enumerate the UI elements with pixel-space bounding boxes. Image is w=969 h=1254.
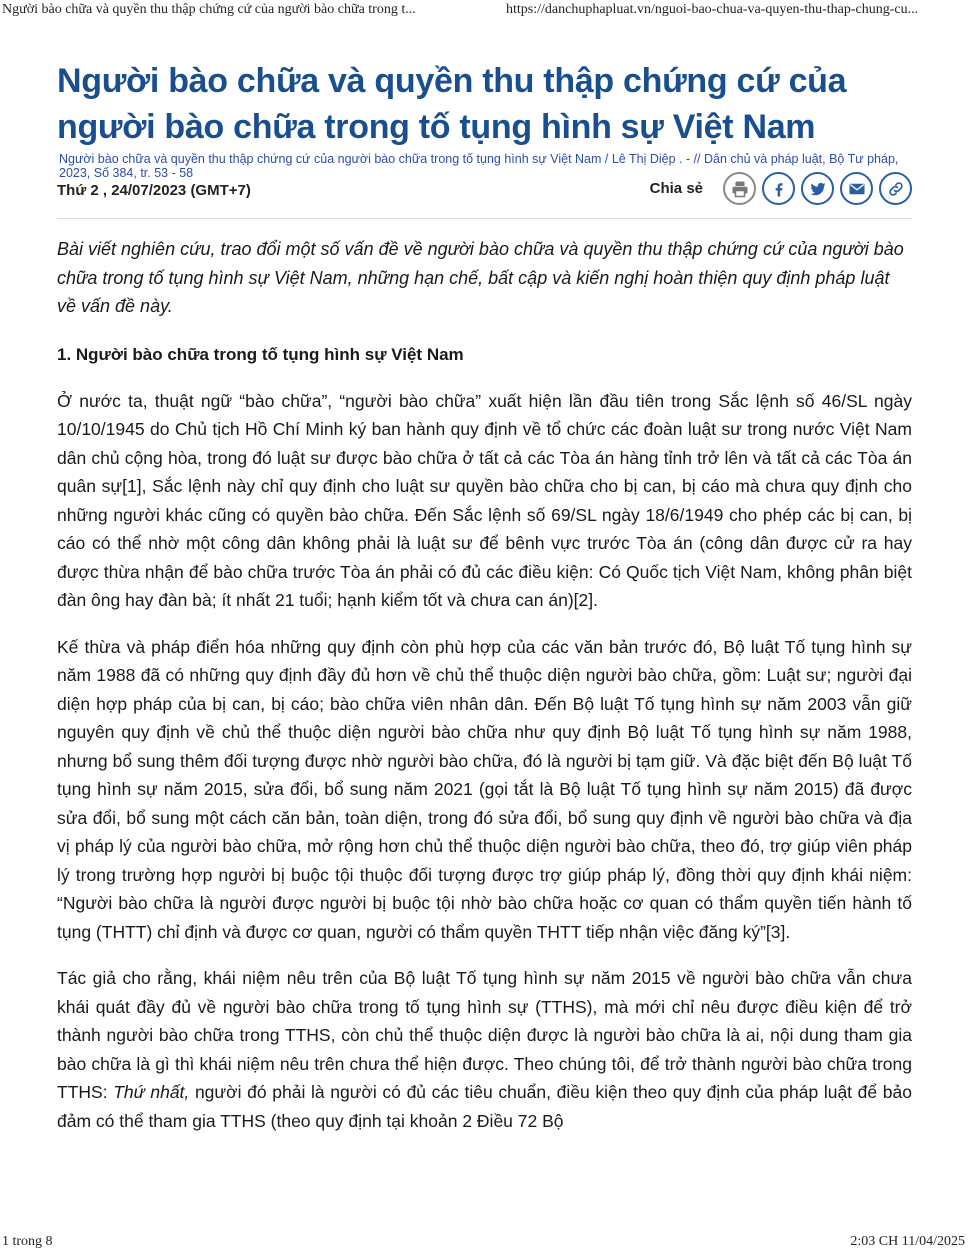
publish-date: Thứ 2 , 24/07/2023 (GMT+7) <box>57 182 251 199</box>
twitter-share-button[interactable] <box>801 172 834 205</box>
article-title: Người bào chữa và quyền thu thập chứng cứ của người bào chữa trong tố tụng hình sự Việt Nam <box>57 62 847 146</box>
link-icon <box>887 180 905 198</box>
facebook-icon <box>770 180 788 198</box>
article-meta <box>57 180 912 220</box>
paragraph-3-text-a: Tác giả cho rằng, khái niệm nêu trên của Bộ luật Tố tụng hình sự năm 2015 về người bào chữa vẫn chưa khái quát đầy đủ về người bào chữa trong tố tụng hình sự (TTHS), mà mới chỉ nêu được điều kiện để trở thành người bào chữa trong TTHS, còn chủ thể thuộc diện được là người bào chữa là ai, nội dung tham gia bào chữa là gì thì khái niệm nêu trên chưa thể hiện được. Theo chúng tôi, để trở thành người bào chữa trong TTHS: <box>57 968 912 1102</box>
article <box>57 58 912 1135</box>
copy-link-button[interactable] <box>879 172 912 205</box>
paragraph-3-emphasis: Thứ nhất, <box>113 1082 190 1102</box>
citation-link[interactable]: Người bào chữa và quyền thu thập chứng cứ của người bào chữa trong tố tụng hình sự Việt Nam / Lê Thị Diệp . - // Dân chủ và pháp luật, Bộ Tư pháp, 2023, Số 384, tr. 53 - 58 <box>59 152 899 180</box>
print-header-url: https://danchuphapluat.vn/nguoi-bao-chua-va-quyen-thu-thap-chung-cu... <box>506 2 919 17</box>
share-label: Chia sẻ <box>649 180 703 197</box>
print-icon <box>731 180 749 198</box>
print-button[interactable] <box>723 172 756 205</box>
print-footer <box>0 1232 969 1254</box>
email-icon <box>848 180 866 198</box>
print-timestamp: 2:03 CH 11/04/2025 <box>850 1234 965 1249</box>
share-bar <box>650 172 912 205</box>
facebook-share-button[interactable] <box>762 172 795 205</box>
paragraph-3 <box>57 964 912 1135</box>
page-counter: 1 trong 8 <box>2 1234 53 1249</box>
paragraph-3-text-b: người đó phải là người có đủ các tiêu chuẩn, điều kiện theo quy định của pháp luật để bảo đảm có thể tham gia TTHS (theo quy định tại khoản 2 Điều 72 Bộ <box>57 1082 912 1131</box>
twitter-icon <box>809 180 827 198</box>
print-header <box>0 0 969 22</box>
print-header-title: Người bào chữa và quyền thu thập chứng cứ của người bào chữa trong t... <box>2 2 416 17</box>
paragraph-2: Kế thừa và pháp điển hóa những quy định còn phù hợp của các văn bản trước đó, Bộ luật Tố tụng hình sự năm 1988 đã có những quy định đầy đủ hơn về chủ thể thuộc diện người bào chữa, gồm: Luật sư; người đại diện hợp pháp của bị can, bị cáo; bào chữa viên nhân dân. Đến Bộ luật Tố tụng hình sự năm 2003 vẫn giữ nguyên quy định về chủ thể thuộc diện người bào chữa như quy định Bộ luật Tố tụng hình sự năm 1988, nhưng bổ sung thêm đối tượng được nhờ người bào chữa, đó là người bị tạm giữ. Và đặc biệt đến Bộ luật Tố tụng hình sự năm 2015, sửa đổi, bổ sung năm 2021 (gọi tắt là Bộ luật Tố tụng hình sự năm 2015) đã được sửa đổi, bổ sung một cách căn bản, toàn diện, trong đó sửa đổi, bổ sung quy định về người bào chữa và địa vị pháp lý của người bào chữa, mở rộng hơn chủ thể thuộc diện người bào chữa, theo đó, trợ giúp viên pháp lý trong trường hợp người bị buộc tội thuộc đối tượng được trợ giúp pháp lý, đồng thời quy định khái niệm: “Người bào chữa là người được người bị buộc tội nhờ bào chữa hoặc cơ quan có thẩm quyền tiến hành tố tụng (THTT) chỉ định và được cơ quan, người có thẩm quyền THTT tiếp nhận việc đăng ký”[3]. <box>57 636 912 942</box>
section-heading: 1. Người bào chữa trong tố tụng hình sự Việt Nam <box>57 344 464 364</box>
email-share-button[interactable] <box>840 172 873 205</box>
paragraph-1: Ở nước ta, thuật ngữ “bào chữa”, “người bào chữa” xuất hiện lần đầu tiên trong Sắc lệnh số 46/SL ngày 10/10/1945 do Chủ tịch Hồ Chí Minh ký ban hành quy định về tổ chức các đoàn luật sư trong nước Việt Nam dân chủ cộng hòa, trong đó luật sư được bào chữa ở tất cả các Tòa án hàng tỉnh trở lên và tất cả các Tòa án quân sự[1], Sắc lệnh này chỉ quy định cho luật sư quyền bào chữa cho bị can, bị cáo mà chưa quy định cho những người khác cũng có quyền bào chữa. Đến Sắc lệnh số 69/SL ngày 18/6/1949 cho phép các bị can, bị cáo có thể nhờ một công dân không phải là luật sư để bênh vực trước Tòa án (công dân được cử ra hay được thừa nhận để bào chữa trước Tòa án phải có đủ các điều kiện: Có Quốc tịch Việt Nam, không phân biệt đàn ông hay đàn bà; ít nhất 21 tuổi; hạnh kiểm tốt và chưa can án)[2]. <box>57 390 912 610</box>
article-sapo: Bài viết nghiên cứu, trao đổi một số vấn đề về người bào chữa và quyền thu thập chứng cứ của người bào chữa trong tố tụng hình sự Việt Nam, những hạn chế, bất cập và kiến nghị hoàn thiện quy định pháp luật về vấn đề này. <box>57 239 904 316</box>
